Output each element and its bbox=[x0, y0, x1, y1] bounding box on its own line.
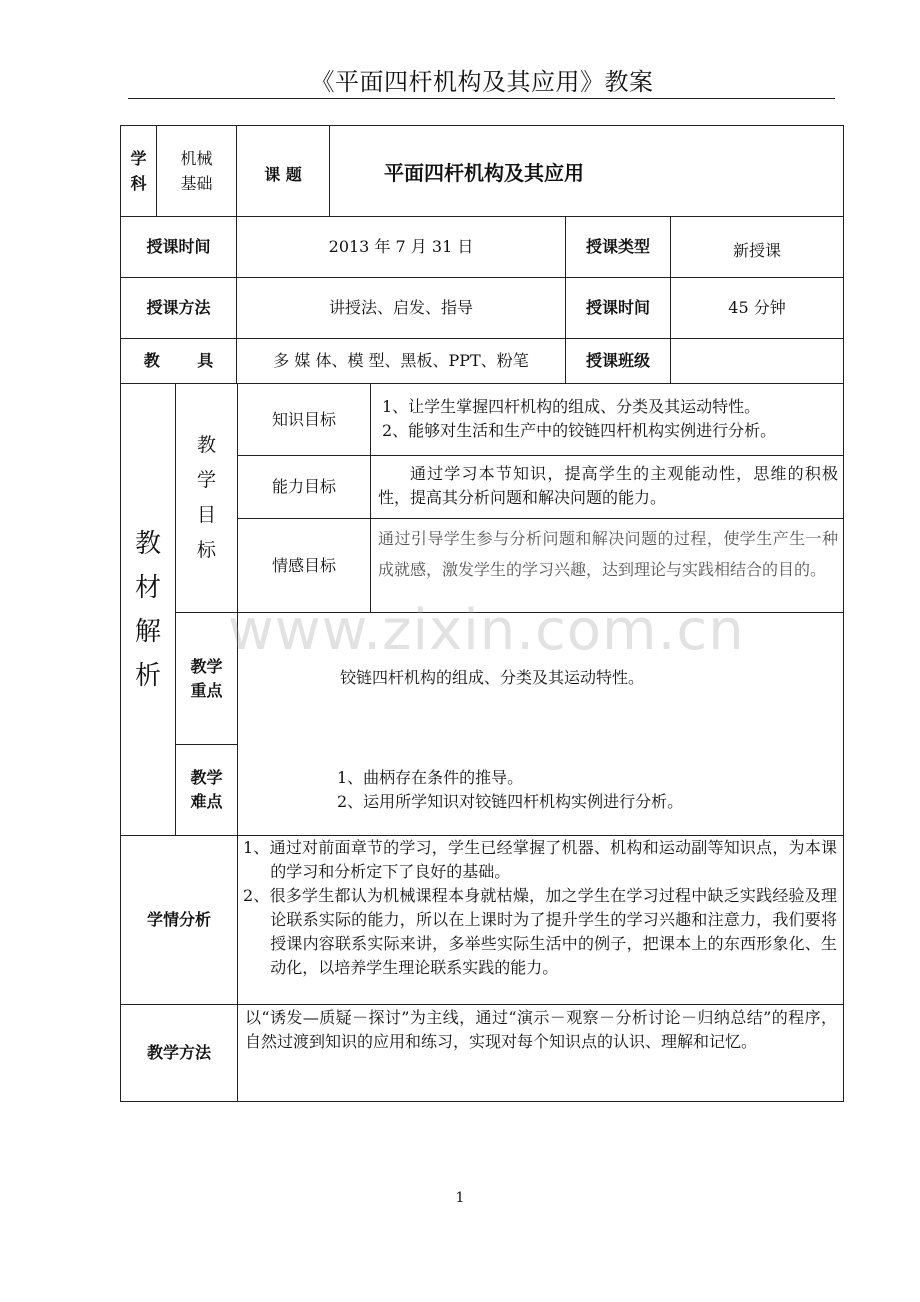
teaching-goals-label: 教 学 目 标 bbox=[196, 434, 216, 561]
teaching-date-value: 2013 年 7 月 31 日 bbox=[328, 237, 474, 256]
list-item: 1、让学生掌握四杆机构的组成、分类及其运动特性。 bbox=[382, 397, 761, 416]
lesson-type-value: 新授课 bbox=[732, 241, 781, 260]
lesson-type-label: 授课类型 bbox=[585, 237, 650, 256]
difficulties-label: 教学 难点 bbox=[190, 768, 223, 811]
ability-goal-label: 能力目标 bbox=[271, 477, 336, 496]
list-item: 2、能够对生活和生产中的铰链四杆机构实例进行分析。 bbox=[382, 421, 777, 440]
subject-label: 学科 bbox=[130, 149, 147, 193]
teaching-aids-value: 多 媒 体、模 型、黑板、PPT、粉笔 bbox=[273, 351, 529, 370]
title-underline bbox=[128, 98, 835, 99]
list-item: 2、很多学生都认为机械课程本身就枯燥，加之学生在学习过程中缺乏实践经验及理论联系实际的能力，所以在上课时为了提升学生的学习兴趣和注意力，我们要将授课内容联系实际来讲，多举些实际生活中的例子，把课本上的东西形象化、生动化，以培养学生理论联系实践的能力。 bbox=[243, 886, 837, 977]
duration-label: 授课时间 bbox=[585, 298, 650, 317]
topic-label: 课 题 bbox=[264, 165, 302, 184]
emotion-goal-label: 情感目标 bbox=[271, 555, 336, 575]
difficulties-text bbox=[337, 766, 817, 818]
learner-analysis-label: 学情分析 bbox=[146, 910, 211, 929]
key-points-label: 教学 重点 bbox=[190, 656, 223, 700]
page-number: 1 bbox=[455, 1190, 465, 1206]
watermark: www.zixin.com.cn bbox=[228, 598, 745, 663]
document-title: 《平面四杆机构及其应用》教案 bbox=[310, 68, 654, 96]
list-item: 1、曲柄存在条件的推导。 bbox=[337, 768, 524, 787]
learner-analysis-text bbox=[243, 836, 837, 1004]
knowledge-goal-text bbox=[382, 395, 837, 451]
teaching-approach-label: 教学方法 bbox=[146, 1043, 211, 1062]
class-label: 授课班级 bbox=[585, 351, 650, 370]
subject-value: 机械基础 bbox=[180, 149, 213, 193]
teaching-approach-text: 以“诱发—质疑－探讨”为主线，通过“演示－观察－分析讨论－归纳总结”的程序，自然过渡到知识的应用和练习，实现对每个知识点的认识、理解和记忆。 bbox=[245, 1008, 837, 1051]
ability-goal-text: 通过学习本节知识，提高学生的主观能动性，思维的积极性，提高其分析问题和解决问题的能力。 bbox=[378, 464, 838, 507]
emotion-goal-text: 通过引导学生参与分析问题和解决问题的过程，使学生产生一种成就感，激发学生的学习兴趣，达到理论与实践相结合的目的。 bbox=[378, 529, 838, 579]
list-item: 2、运用所学知识对铰链四杆机构实例进行分析。 bbox=[337, 792, 684, 811]
key-points-text: 铰链四杆机构的组成、分类及其运动特性。 bbox=[340, 668, 645, 687]
knowledge-goal-label: 知识目标 bbox=[271, 409, 336, 429]
teaching-method-label: 授课方法 bbox=[146, 298, 211, 317]
material-analysis-label: 教 材 解 析 bbox=[134, 528, 161, 691]
teaching-date-label: 授课时间 bbox=[146, 237, 211, 256]
topic-value: 平面四杆机构及其应用 bbox=[384, 160, 584, 185]
list-item: 1、通过对前面章节的学习，学生已经掌握了机器、机构和运动副等知识点，为本课的学习和分析定下了良好的基础。 bbox=[243, 838, 837, 881]
teaching-method-value: 讲授法、启发、指导 bbox=[328, 298, 473, 317]
teaching-aids-label: 教 具 bbox=[143, 351, 214, 370]
class-value bbox=[671, 339, 843, 383]
duration-value: 45 分钟 bbox=[728, 298, 786, 317]
